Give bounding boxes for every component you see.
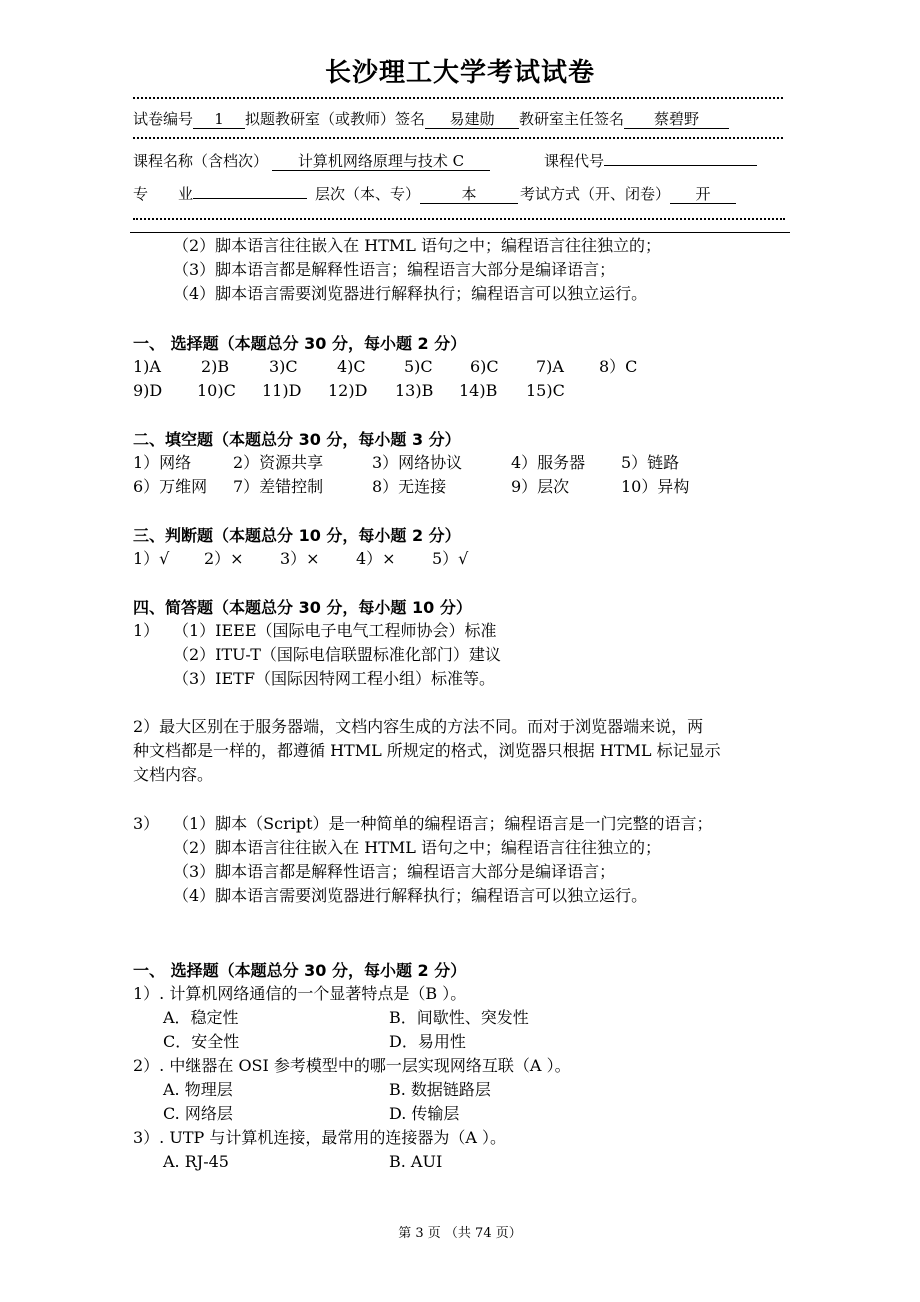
answer-item: 4）×	[356, 549, 396, 568]
option: C. 网络层	[163, 1104, 233, 1123]
code-label: 课程代号	[544, 152, 605, 170]
answer-line: （2）脚本语言往往嵌入在 HTML 语句之中；编程语言往往独立的；	[173, 838, 661, 857]
answer-item: 3）网络协议	[372, 453, 463, 472]
course-label: 课程名称（含档次）	[133, 152, 269, 170]
fill-answers-row-2	[133, 475, 689, 499]
drafter-value: 易建勋	[425, 111, 519, 129]
answer-item: 7)A	[536, 357, 564, 376]
course-value: 计算机网络原理与技术 C	[272, 153, 490, 171]
answer-item: 8）无连接	[372, 477, 447, 496]
answer-item: 14)B	[459, 381, 498, 400]
option: A．稳定性	[163, 1008, 239, 1027]
dotted-separator	[133, 218, 785, 220]
answer-item: 3)C	[269, 357, 298, 376]
answer-line: （3）脚本语言都是解释性语言；编程语言大部分是编译语言；	[173, 260, 616, 279]
answer-item: 12)D	[328, 381, 368, 400]
question-number: 3）	[133, 814, 160, 833]
option: D. 传输层	[389, 1104, 460, 1123]
answer-item: 2）资源共享	[233, 453, 324, 472]
answer-line: （2）脚本语言往往嵌入在 HTML 语句之中；编程语言往往独立的；	[173, 236, 661, 255]
answer-item: 9)D	[133, 381, 163, 400]
level-value: 本	[420, 186, 518, 204]
short-answer-2	[133, 715, 721, 787]
answer-line: 文档内容。	[133, 765, 214, 784]
answer-item: 9）层次	[511, 477, 570, 496]
paper-no-label: 试卷编号	[133, 110, 194, 128]
option: B．间歇性、突发性	[389, 1008, 529, 1027]
answer-line: （2）ITU-T（国际电信联盟标准化部门）建议	[173, 645, 501, 664]
answer-item: 8）C	[599, 357, 638, 376]
director-value: 蔡碧野	[624, 111, 729, 129]
level-label: 层次（本、专）	[315, 185, 421, 203]
header-row-3	[133, 183, 736, 204]
answer-item: 1）√	[133, 549, 170, 568]
answer-item: 6)C	[470, 357, 499, 376]
section-heading-choice: 一、 选择题（本题总分 30 分，每小题 2 分）	[133, 334, 467, 353]
exam-value: 开	[670, 186, 736, 204]
answer-item: 11)D	[262, 381, 302, 400]
answer-item: 5）√	[432, 549, 469, 568]
answer-item: 1）网络	[133, 453, 192, 472]
option: B. AUI	[389, 1152, 443, 1171]
answer-line: 2）最大区别在于服务器端，文档内容生成的方法不同。而对于浏览器端来说，两	[133, 717, 704, 736]
answer-item: 4)C	[337, 357, 366, 376]
answer-item: 3）×	[280, 549, 320, 568]
section-heading-short: 四、简答题（本题总分 30 分，每小题 10 分）	[133, 598, 472, 617]
question-number: 1）	[133, 621, 160, 640]
judge-answers-row	[133, 547, 468, 571]
option: A. 物理层	[163, 1080, 233, 1099]
answer-item: 13)B	[395, 381, 434, 400]
major-label: 专 业	[133, 185, 194, 203]
option: C．安全性	[163, 1032, 240, 1051]
answer-item: 10）异构	[621, 477, 690, 496]
major-value	[193, 198, 307, 199]
question-text: 1）. 计算机网络通信的一个显著特点是（B ）。	[133, 984, 467, 1003]
answer-line: （3）脚本语言都是解释性语言；编程语言大部分是编译语言；	[173, 862, 616, 881]
fill-answers-row-1	[133, 451, 679, 475]
section-heading-judge: 三、判断题（本题总分 10 分，每小题 2 分）	[133, 526, 461, 545]
exam-label: 考试方式（开、闭卷）	[520, 185, 671, 203]
answer-line: （1）脚本（Script）是一种简单的编程语言；编程语言是一门完整的语言；	[173, 814, 713, 833]
code-value	[604, 165, 757, 166]
question-text: 3）. UTP 与计算机连接，最常用的连接器为（A ）。	[133, 1128, 507, 1147]
exam-title: 长沙理工大学考试试卷	[324, 58, 595, 88]
header-rule	[130, 232, 790, 233]
answer-line: （1）IEEE（国际电子电气工程师协会）标准	[173, 621, 497, 640]
answer-line: （4）脚本语言需要浏览器进行解释执行；编程语言可以独立运行。	[173, 284, 648, 303]
header-row-1	[133, 108, 729, 129]
short-answer-1	[133, 619, 501, 691]
drafter-label: 拟题教研室（或教师）签名	[245, 110, 426, 128]
answer-line: 种文档都是一样的，都遵循 HTML 所规定的格式，浏览器只根据 HTML 标记显示	[133, 741, 721, 760]
dotted-separator	[133, 97, 783, 99]
option: A. RJ-45	[163, 1152, 229, 1171]
answer-item: 5)C	[404, 357, 433, 376]
short-answer-3	[133, 812, 713, 908]
option: B. 数据链路层	[389, 1080, 491, 1099]
answer-item: 2）×	[204, 549, 244, 568]
option: D．易用性	[389, 1032, 466, 1051]
answer-item: 10)C	[197, 381, 236, 400]
answer-item: 4）服务器	[511, 453, 586, 472]
answer-line: （3）IETF（国际因特网工程小组）标准等。	[173, 669, 495, 688]
answer-item: 7）差错控制	[233, 477, 324, 496]
answer-item: 15)C	[526, 381, 565, 400]
continued-answer	[133, 234, 661, 306]
choice-answers-row-1	[133, 355, 637, 379]
answer-item: 5）链路	[621, 453, 680, 472]
paper-no-value: 1	[193, 111, 245, 129]
header-row-2	[133, 150, 490, 171]
answer-item: 2)B	[201, 357, 230, 376]
section-heading-fill: 二、填空题（本题总分 30 分，每小题 3 分）	[133, 430, 461, 449]
answer-line: （4）脚本语言需要浏览器进行解释执行；编程语言可以独立运行。	[173, 886, 648, 905]
choice-answers-row-2	[133, 379, 565, 403]
section-heading-choice-questions: 一、 选择题（本题总分 30 分，每小题 2 分）	[133, 961, 467, 980]
dotted-separator	[133, 137, 783, 139]
course-code	[544, 150, 757, 171]
page-footer: 第 3 页 （共 74 页）	[398, 1226, 522, 1241]
choice-questions	[133, 982, 571, 1174]
director-label: 教研室主任签名	[519, 110, 625, 128]
question-text: 2）. 中继器在 OSI 参考模型中的哪一层实现网络互联（A ）。	[133, 1056, 571, 1075]
answer-item: 1)A	[133, 357, 161, 376]
answer-item: 6）万维网	[133, 477, 208, 496]
